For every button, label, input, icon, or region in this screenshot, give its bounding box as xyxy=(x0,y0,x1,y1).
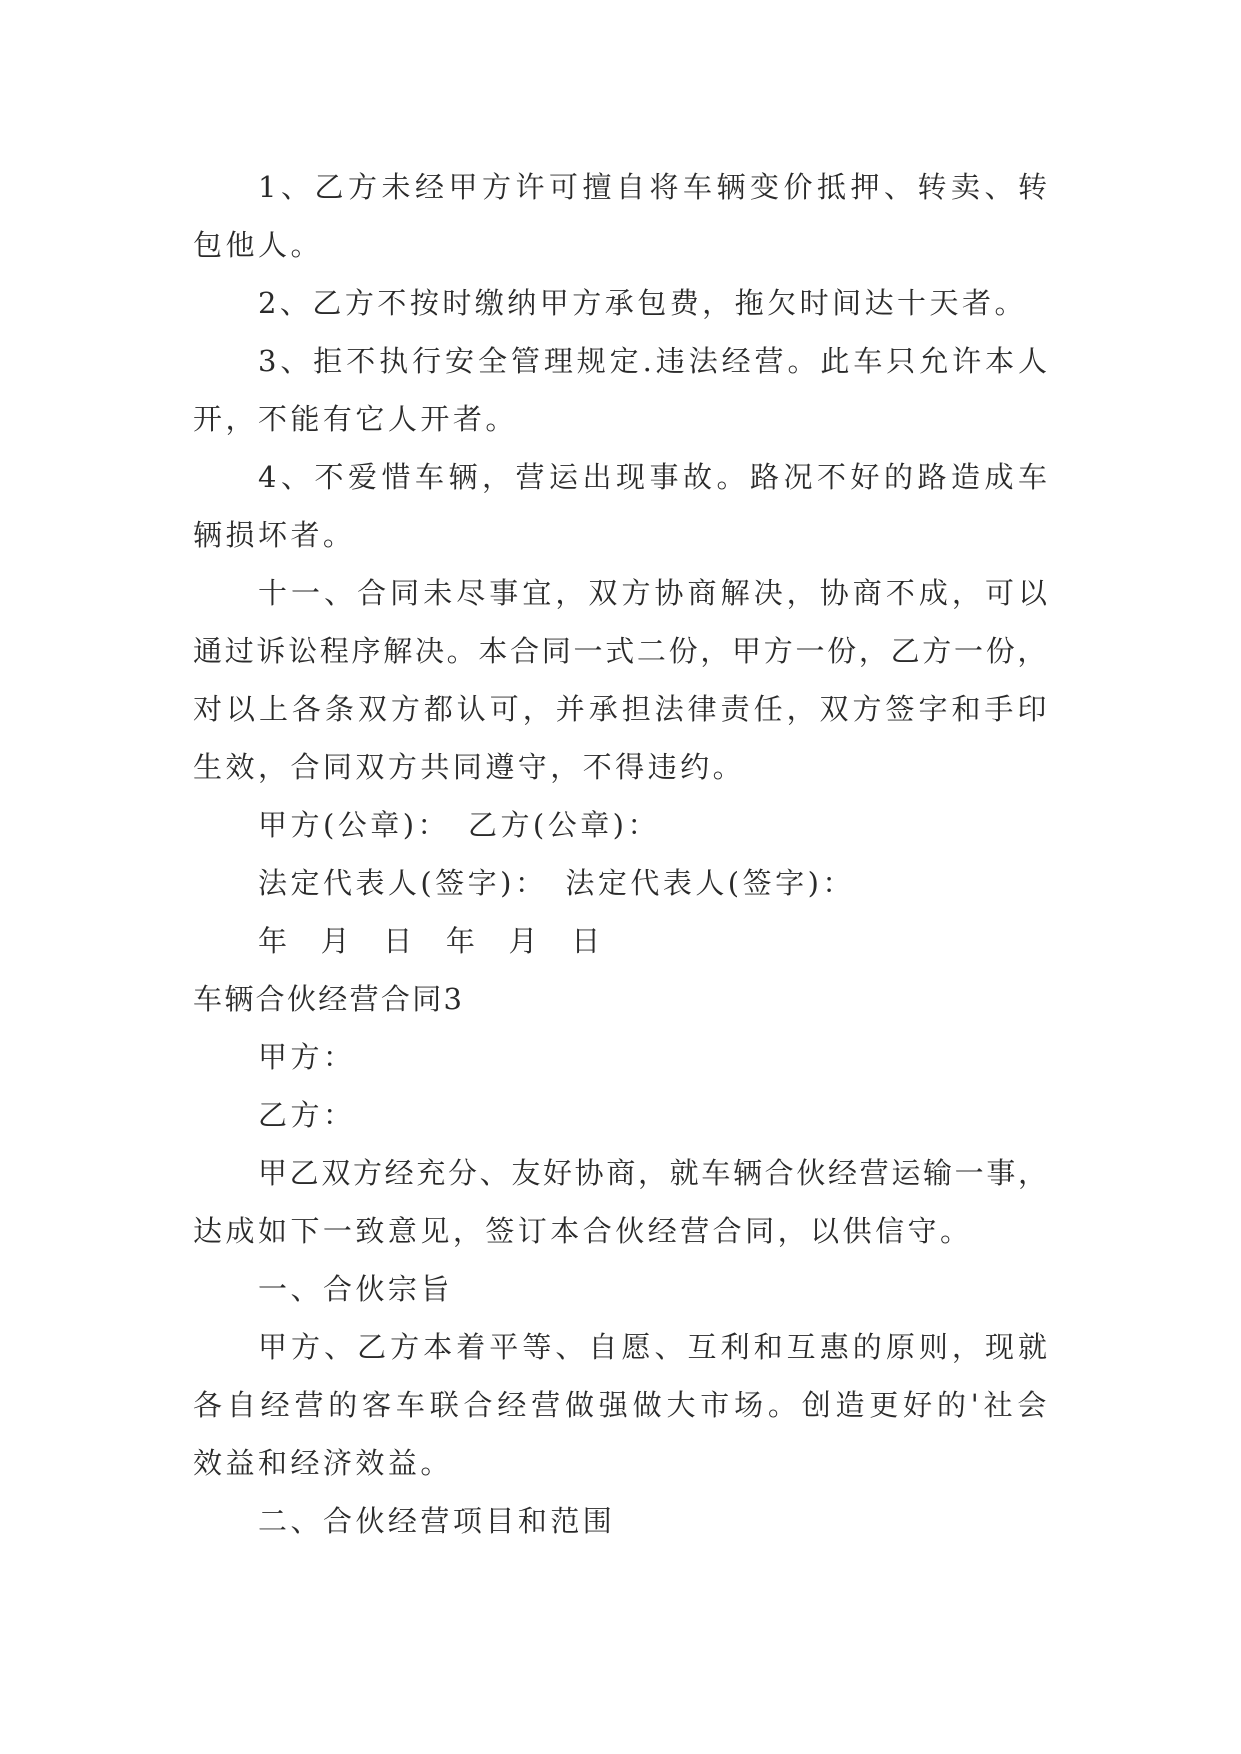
purpose-line-1: 甲方、乙方本着平等、自愿、互利和互惠的原则，现就 xyxy=(258,1330,1047,1364)
heading-purpose: 一、合伙宗旨 xyxy=(258,1272,453,1306)
clause-1-line-1: 1、乙方未经甲方许可擅自将车辆变价抵押、转卖、转 xyxy=(258,170,1047,204)
date-line: 年 月 日 年 月 日 xyxy=(258,924,603,958)
clause-4-line-2: 辆损坏者。 xyxy=(193,518,356,552)
clause-1-line-2: 包他人。 xyxy=(193,228,323,262)
section-title: 车辆合伙经营合同3 xyxy=(193,982,465,1016)
purpose-line-2: 各自经营的客车联合经营做强做大市场。创造更好的'社会 xyxy=(193,1388,1047,1422)
preamble-line-1: 甲乙双方经充分、友好协商，就车辆合伙经营运输一事， xyxy=(258,1156,1047,1190)
clause-11-line-3: 对以上各条双方都认可，并承担法律责任，双方签字和手印 xyxy=(193,692,1047,726)
party-a-label: 甲方： xyxy=(258,1040,356,1074)
clause-2: 2、乙方不按时缴纳甲方承包费，拖欠时间达十天者。 xyxy=(258,286,1027,320)
preamble-line-2: 达成如下一致意见，签订本合伙经营合同，以供信守。 xyxy=(193,1214,973,1248)
clause-11-line-1: 十一、合同未尽事宜，双方协商解决，协商不成，可以 xyxy=(258,576,1047,610)
clause-11-line-2: 通过诉讼程序解决。本合同一式二份，甲方一份，乙方一份， xyxy=(193,634,1047,668)
clause-3-line-1: 3、拒不执行安全管理规定.违法经营。此车只允许本人 xyxy=(258,344,1047,378)
seal-line: 甲方(公章)： 乙方(公章)： xyxy=(258,808,660,842)
party-b-label: 乙方： xyxy=(258,1098,356,1132)
purpose-line-3: 效益和经济效益。 xyxy=(193,1446,453,1480)
signature-line: 法定代表人(签字)： 法定代表人(签字)： xyxy=(258,866,855,900)
clause-3-line-2: 开，不能有它人开者。 xyxy=(193,402,518,436)
clause-11-line-4: 生效，合同双方共同遵守，不得违约。 xyxy=(193,750,746,784)
heading-scope: 二、合伙经营项目和范围 xyxy=(258,1504,616,1538)
clause-4-line-1: 4、不爱惜车辆，营运出现事故。路况不好的路造成车 xyxy=(258,460,1047,494)
